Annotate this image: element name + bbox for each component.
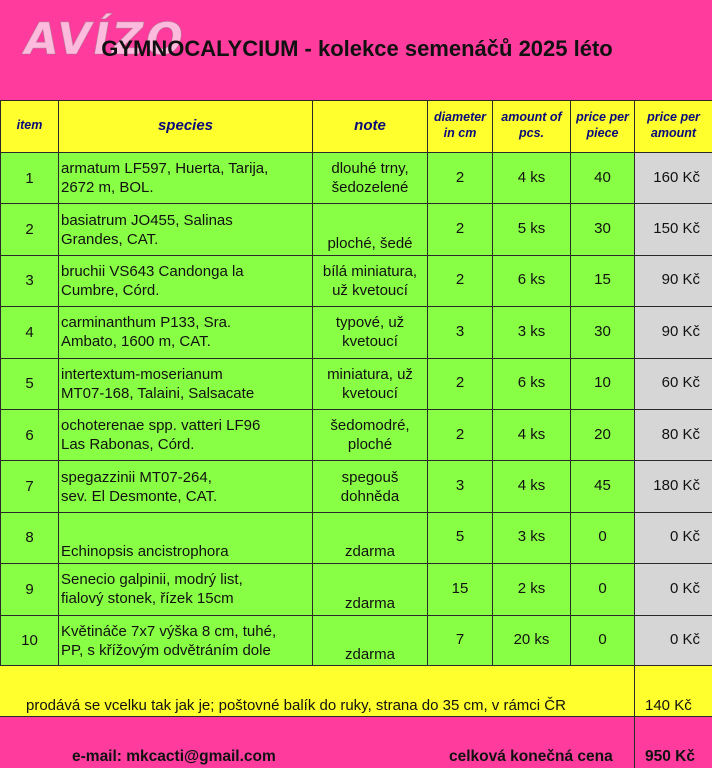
price-per-piece-cell: 45: [571, 461, 635, 512]
note-cell: [313, 512, 428, 563]
amount-cell: 3 ks: [493, 512, 571, 563]
species-line-1: Květináče 7x7 výška 8 cm, tuhé,: [61, 622, 277, 640]
item-number: 5: [1, 358, 59, 409]
note-cell: [313, 358, 428, 409]
table-row: [1, 153, 712, 204]
species-line-2: Cumbre, Córd.: [61, 281, 160, 299]
price-per-amount-cell: 90 Kč: [635, 307, 712, 358]
table-row: [1, 307, 712, 358]
amount-cell: 4 ks: [493, 409, 571, 460]
price-per-piece-cell: 20: [571, 409, 635, 460]
note-line-1: dlouhé trny,: [331, 160, 409, 178]
species-cell: [59, 615, 313, 666]
total-price: 950 Kč: [645, 748, 695, 765]
species-line-2: Echinopsis ancistrophora: [61, 543, 229, 561]
col-header-note: note: [313, 101, 428, 153]
diameter-cell: 3: [428, 307, 493, 358]
amount-cell: 3 ks: [493, 307, 571, 358]
item-number: 2: [1, 204, 59, 255]
note-line-2: kvetoucí: [342, 384, 398, 402]
amount-cell: 20 ks: [493, 615, 571, 666]
note-cell: [313, 307, 428, 358]
species-cell: [59, 255, 313, 306]
species-line-2: 2672 m, BOL.: [61, 179, 154, 197]
note-line-2: kvetoucí: [342, 333, 398, 351]
table-row: [1, 512, 712, 563]
note-cell: [313, 564, 428, 615]
note-line-2: zdarma: [344, 645, 396, 663]
watermark-logo: AVÍZO: [19, 14, 190, 65]
species-line-2: sev. El Desmonte, CAT.: [61, 487, 218, 505]
price-table: [0, 100, 712, 667]
col-header-diameter-l1: diameter: [433, 110, 487, 124]
species-line-1: Senecio galpinii, modrý list,: [61, 571, 243, 589]
page-title: GYMNOCALYCIUM - kolekce semenáčů 2025 léto: [101, 36, 613, 61]
shipping-text: prodává se vcelku tak jak je; poštovné balík do ruky, strana do 35 cm, v rámci ČR: [26, 697, 566, 714]
price-per-amount-cell: 0 Kč: [635, 615, 712, 666]
species-line-2: MT07-168, Talaini, Salsacate: [61, 384, 255, 402]
species-line-1: bruchii VS643 Candonga la: [61, 262, 244, 280]
species-line-1: basiatrum JO455, Salinas: [61, 211, 233, 229]
price-per-amount-cell: 0 Kč: [635, 512, 712, 563]
amount-cell: 6 ks: [493, 358, 571, 409]
price-per-piece-cell: 40: [571, 153, 635, 204]
note-cell: [313, 615, 428, 666]
price-per-amount-cell: 60 Kč: [635, 358, 712, 409]
col-header-amount: [493, 101, 571, 153]
price-per-amount-cell: 0 Kč: [635, 564, 712, 615]
footer-divider: [634, 717, 635, 768]
price-per-piece-cell: 30: [571, 204, 635, 255]
item-number: 8: [1, 512, 59, 563]
species-line-1: carminanthum P133, Sra.: [61, 314, 232, 332]
item-number: 3: [1, 255, 59, 306]
col-header-ppp-l2: piece: [586, 126, 619, 140]
note-line-2: ploché: [347, 436, 393, 454]
price-per-amount-cell: 150 Kč: [635, 204, 712, 255]
amount-cell: 5 ks: [493, 204, 571, 255]
amount-cell: 6 ks: [493, 255, 571, 306]
note-line-1: bílá miniatura,: [322, 262, 418, 280]
species-cell: [59, 204, 313, 255]
col-header-item: item: [1, 101, 59, 153]
price-per-amount-cell: 90 Kč: [635, 255, 712, 306]
diameter-cell: 2: [428, 409, 493, 460]
header: [0, 0, 712, 100]
note-line-1: miniatura, už: [327, 365, 413, 383]
amount-cell: 4 ks: [493, 461, 571, 512]
diameter-cell: 5: [428, 512, 493, 563]
note-cell: [313, 153, 428, 204]
item-number: 6: [1, 409, 59, 460]
diameter-cell: 7: [428, 615, 493, 666]
diameter-cell: 2: [428, 204, 493, 255]
price-per-piece-cell: 15: [571, 255, 635, 306]
col-header-diameter-l2: in cm: [443, 126, 477, 140]
price-per-piece-cell: 0: [571, 564, 635, 615]
col-header-price-per-piece: [571, 101, 635, 153]
price-per-amount-cell: 160 Kč: [635, 153, 712, 204]
species-cell: [59, 512, 313, 563]
note-line-1: šedomodré,: [330, 417, 410, 435]
species-cell: [59, 409, 313, 460]
shipping-amount: 140 Kč: [645, 697, 692, 714]
col-header-species: species: [59, 101, 313, 153]
diameter-cell: 15: [428, 564, 493, 615]
price-per-piece-cell: 0: [571, 615, 635, 666]
diameter-cell: 2: [428, 153, 493, 204]
price-per-amount-cell: 180 Kč: [635, 461, 712, 512]
contact-email: e-mail: mkcacti@gmail.com: [72, 748, 276, 765]
table-row: [1, 255, 712, 306]
item-number: 7: [1, 461, 59, 512]
note-line-2: šedozelené: [331, 179, 409, 197]
price-per-piece-cell: 30: [571, 307, 635, 358]
col-header-amount-l1: amount of: [501, 110, 562, 124]
species-line-2: PP, s křížovým odvětráním dole: [61, 641, 271, 659]
item-number: 1: [1, 153, 59, 204]
species-cell: [59, 153, 313, 204]
note-line-2: zdarma: [344, 594, 396, 612]
species-line-1: armatum LF597, Huerta, Tarija,: [61, 160, 269, 178]
table-row: [1, 461, 712, 512]
note-line-1: typové, už: [335, 314, 405, 332]
note-cell: [313, 255, 428, 306]
note-cell: [313, 204, 428, 255]
note-line-1: spegouš: [341, 468, 399, 486]
species-cell: [59, 358, 313, 409]
diameter-cell: 3: [428, 461, 493, 512]
note-cell: [313, 461, 428, 512]
species-line-1: intertextum-moserianum: [61, 365, 223, 383]
item-number: 4: [1, 307, 59, 358]
col-header-amount-l2: pcs.: [518, 126, 544, 140]
table-row: [1, 204, 712, 255]
table-row: [1, 358, 712, 409]
item-number: 9: [1, 564, 59, 615]
note-line-2: už kvetoucí: [332, 281, 408, 299]
header-row: [1, 101, 712, 153]
species-line-2: Las Rabonas, Córd.: [61, 436, 195, 454]
note-line-2: zdarma: [344, 543, 396, 561]
species-cell: [59, 564, 313, 615]
amount-cell: 4 ks: [493, 153, 571, 204]
note-line-2: dohněda: [340, 487, 400, 505]
species-line-2: Ambato, 1600 m, CAT.: [61, 333, 211, 351]
note-cell: [313, 409, 428, 460]
species-cell: [59, 461, 313, 512]
col-header-ppp-l1: price per: [576, 110, 629, 124]
species-line-2: Grandes, CAT.: [61, 230, 159, 248]
col-header-diameter: [428, 101, 493, 153]
shipping-row: [0, 665, 712, 716]
price-per-piece-cell: 0: [571, 512, 635, 563]
species-line-1: spegazzinii MT07-264,: [61, 468, 212, 486]
table-row: [1, 564, 712, 615]
item-number: 10: [1, 615, 59, 666]
col-header-ppa-l1: price per: [647, 110, 700, 124]
note-line-2: ploché, šedé: [327, 234, 413, 252]
species-line-2: fialový stonek, řízek 15cm: [61, 590, 234, 608]
col-header-price-per-amount: [635, 101, 712, 153]
price-per-piece-cell: 10: [571, 358, 635, 409]
total-label: celková konečná cena: [449, 748, 613, 765]
table-row: [1, 409, 712, 460]
diameter-cell: 2: [428, 255, 493, 306]
price-per-amount-cell: 80 Kč: [635, 409, 712, 460]
shipping-divider: [634, 666, 635, 717]
col-header-ppa-l2: amount: [650, 126, 697, 140]
species-cell: [59, 307, 313, 358]
diameter-cell: 2: [428, 358, 493, 409]
species-line-1: ochoterenae spp. vatteri LF96: [61, 417, 261, 435]
table-row: [1, 615, 712, 666]
amount-cell: 2 ks: [493, 564, 571, 615]
footer-row: [0, 716, 712, 768]
